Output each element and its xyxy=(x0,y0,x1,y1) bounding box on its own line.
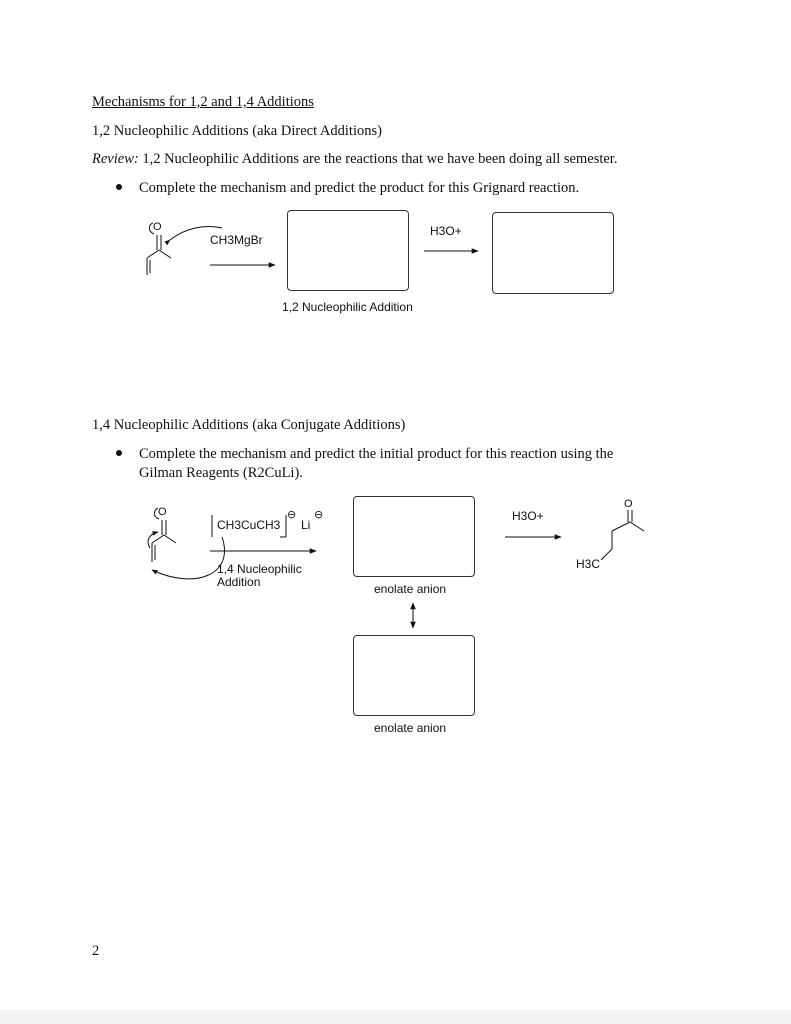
acid-workup-label-2: H3O+ xyxy=(512,509,544,523)
section2-bullet-line2: Gilman Reagents (R2CuLi). xyxy=(139,465,303,481)
acid-workup-label: H3O+ xyxy=(430,224,462,238)
section1-title: 1,2 Nucleophilic Additions (aka Direct Additions) xyxy=(92,123,382,139)
enone-oxygen-2: O xyxy=(158,506,167,518)
enolate-label-1: enolate anion xyxy=(374,582,447,596)
review-text: 1,2 Nucleophilic Additions are the reactions that we have been doing all semester. xyxy=(142,151,618,167)
arrow-label-line1: 1,4 Nucleophilic xyxy=(217,562,302,576)
page-number: 2 xyxy=(92,943,100,959)
lithium-charge: ⊖ xyxy=(314,509,324,521)
product-oxygen: O xyxy=(624,498,633,510)
section1-bullet: Complete the mechanism and predict the product for this Grignard reaction. xyxy=(139,180,580,196)
review-label: Review: xyxy=(92,151,139,167)
gilman-reagent: CH3CuCH3 xyxy=(217,518,281,532)
grignard-reagent: CH3MgBr xyxy=(210,233,263,247)
section2-bullet-line1: Complete the mechanism and predict the initial product for this reaction using the xyxy=(139,446,614,462)
page-footer-strip xyxy=(0,1010,791,1024)
product-methyl-group: H3C xyxy=(576,557,601,571)
section2-title: 1,4 Nucleophilic Additions (aka Conjugate Additions) xyxy=(92,417,406,433)
enone-oxygen-1: O xyxy=(153,221,162,233)
lithium-counterion: Li xyxy=(301,518,311,532)
enone-structure-1 xyxy=(147,223,222,275)
enone-structure-2 xyxy=(148,508,176,562)
enolate-label-2: enolate anion xyxy=(374,721,447,735)
arrow-label-line2: Addition xyxy=(217,575,261,589)
cuprate-charge: ⊖ xyxy=(287,509,297,521)
caption-12-addition: 1,2 Nucleophilic Addition xyxy=(282,300,413,314)
page-heading: Mechanisms for 1,2 and 1,4 Additions xyxy=(92,94,314,110)
product-structure xyxy=(601,510,644,560)
cuprate-bracket xyxy=(212,515,286,537)
curved-attack-arrow xyxy=(152,537,224,579)
